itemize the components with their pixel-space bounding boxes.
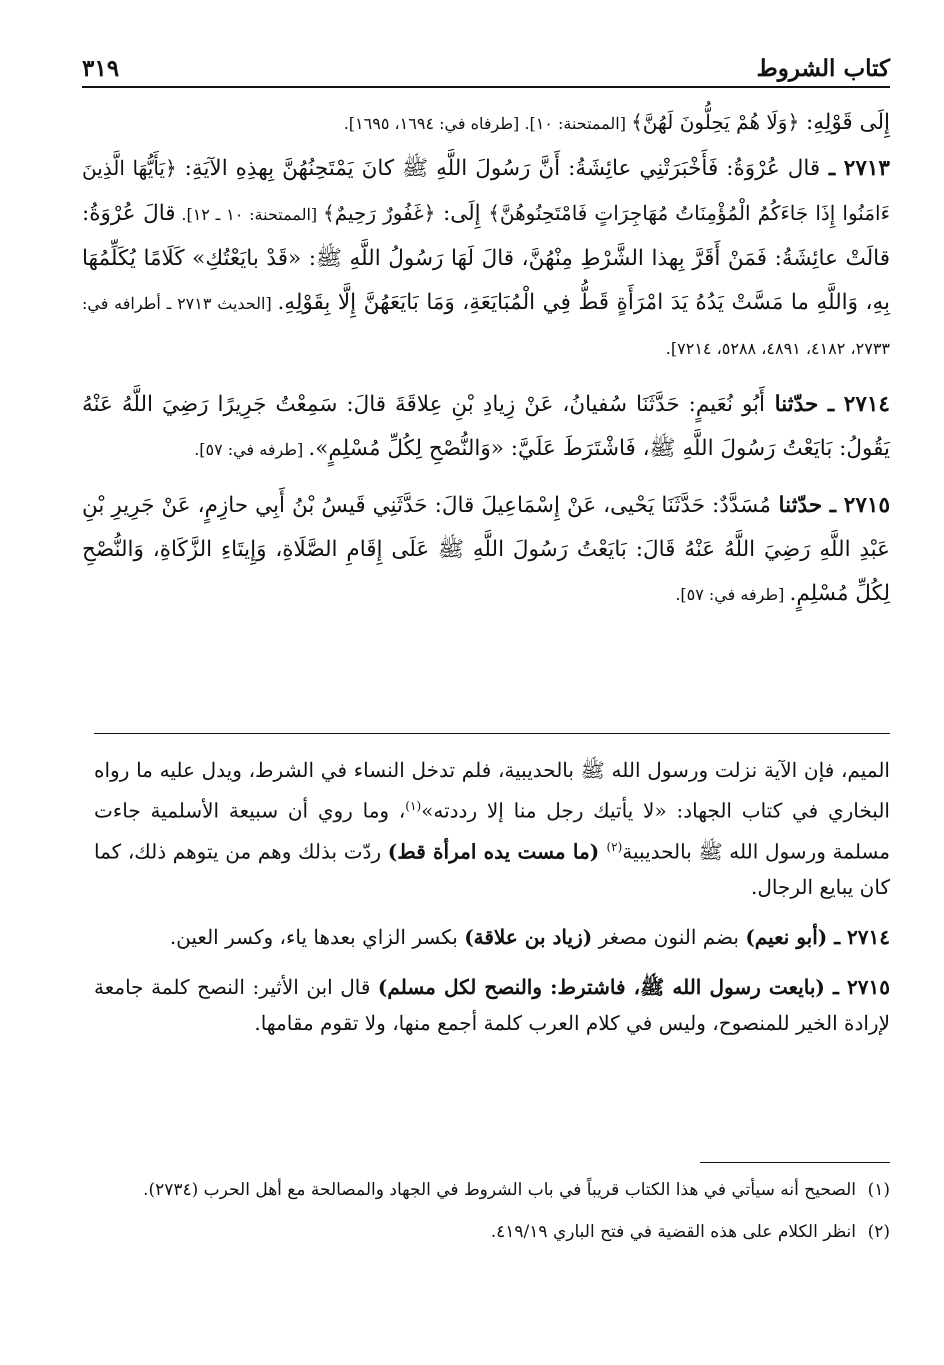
book-title: كتاب الشروط [756, 55, 890, 82]
commentary-number: ٢٧١٥ ـ [824, 975, 890, 1000]
commentary-paragraph [94, 752, 890, 905]
footnote-mark: (٢) [867, 1222, 890, 1242]
hadith-text [82, 100, 890, 617]
hadith-2715 [82, 484, 890, 617]
footnote-text: انظر الكلام على هذه القضية في فتح الباري ٤١٩/١٩. [490, 1222, 856, 1242]
commentary-number: ٢٧١٤ ـ [827, 925, 890, 950]
hadith-number: ٢٧١٥ ـ حدّثنا [770, 493, 890, 518]
hadith-reference: [طرفه في: ٥٧]. [194, 440, 309, 459]
quran-reference: [الممتحنة: ١٠ ـ ١٢]. [175, 205, 323, 224]
commentary-text: قال ابن الأثير: النصح كلمة جامعة لإرادة الخير للمنصوح، وليس في كلام العرب كلمة أجمع منها، ولا تقوم مقامها. [94, 975, 890, 1036]
hadith-number: ٢٧١٤ ـ حدّثنا [765, 392, 890, 417]
hadith-reference: [طرفه في: ٥٧]. [675, 585, 790, 604]
footnote-divider [700, 1162, 890, 1163]
commentary-lemma: (بايعت رسول الله ﷺ، فاشترط: والنصح لكل مسلم) [377, 975, 825, 1000]
intro-line [82, 100, 890, 146]
commentary-lemma: (زياد بن علاقة) [464, 925, 593, 950]
quran-quote: ﴿يَأَيُّهَا الَّذِينَ ءَامَنُوا إِذَا جَاءَكُمُ الْمُؤْمِنَاتُ مُهَاجِرَاتٍ فَامْتَحِنُوهُنَّ﴾ [82, 156, 891, 225]
footnote-text: الصحيح أنه سيأتي في هذا الكتاب قريباً في باب الشروط في الجهاد والمصالحة مع أهل الحرب (٢٧٣٤). [143, 1180, 856, 1200]
commentary [94, 752, 890, 1041]
footnote [94, 1218, 890, 1246]
commentary-paragraph [94, 919, 890, 955]
hadith-body: إِلَى: [435, 201, 489, 226]
commentary-text: بكسر الزاي بعدها ياء، وكسر العين. [169, 925, 465, 950]
quran-quote: ﴿غَفُورٌ رَحِيمٌ﴾ [322, 201, 436, 225]
quran-reference: [الممتحنة: ١٠]. [طرفاه في: ١٦٩٤، ١٦٩٥]. [343, 114, 632, 133]
hadith-2714 [82, 383, 890, 472]
commentary-paragraph [94, 969, 890, 1041]
commentary-text: ، وما روي أن سبيعة الأسلمية جاءت مسلمة ورسول الله ﷺ بالحديبية [94, 798, 890, 864]
hadith-body: قالَ عُرْوَةُ: قالَتْ عائِشَةُ: فَمَنْ أَقَرَّ بِهذا الشَّرْطِ مِنْهُنَّ، قالَ لَهَا رَسُولُ اللَّهِ ﷺ: «قَدْ بايَعْتُكِ» كَلَامًا يُكَلِّمُهَا بِهِ، وَاللَّهِ ما مَسَّتْ يَدُهُ يَدَ امْرَأَةٍ قَطُّ فِي الْمُبَايَعَةِ، وَمَا بَايَعَهُنَّ إِلَّا بِقَوْلِهِ. [82, 201, 891, 315]
commentary-lemma: (أبو نعيم) [745, 925, 828, 950]
intro-lead: إِلَى قَوْلِهِ: [799, 110, 890, 135]
hadith-number: ٢٧١٣ ـ [820, 156, 890, 181]
quran-quote: ﴿وَلَا هُمْ يَحِلُّونَ لَهُنَّ﴾ [631, 110, 800, 134]
footnotes [94, 1176, 890, 1246]
hadith-reference: [الحديث ٢٧١٣ ـ أطرافه في: ٢٧٣٣، ٤١٨٢، ٤٨٩١، ٥٢٨٨، ٧٢١٤]. [82, 294, 890, 358]
commentary-text: بضم النون مصغر [592, 925, 746, 950]
commentary-lemma: (ما مست يده امرأة قط) [387, 839, 607, 864]
hadith-body: أَبُو نُعَيمٍ: حَدَّثَنَا سُفيانُ، عَنْ زِيادِ بْنِ عِلاقَةَ قالَ: سَمِعْتُ جَرِيرًا رَضِيَ اللَّهُ عَنْهُ يَقُولُ: بَايَعْتُ رَسُولَ اللَّهِ ﷺ، فَاشْتَرَطَ عَلَيَّ: «وَالنُّصْحِ لِكُلِّ مُسْلِمٍ». [82, 392, 890, 461]
footnote [94, 1176, 890, 1204]
hadith-body: مُسَدَّدٌ: حَدَّثَنَا يَحْيى، عَنْ إِسْمَاعِيلَ قالَ: حَدَّثَنِي قَيسُ بْنُ أَبِي حازِمٍ، عَنْ جَرِيرِ بْنِ عَبْدِ اللَّهِ رَضِيَ اللَّهُ عَنْهُ قَالَ: بَايَعْتُ رَسُولَ اللَّهِ ﷺ عَلَى إِقَامِ الصَّلَاةِ، وَإِيتَاءِ الزَّكَاةِ، وَالنُّصْحِ لِكُلِّ مُسْلِمٍ. [82, 493, 890, 606]
page-number: ٣١٩ [82, 55, 120, 82]
hadith-body: قال عُرْوَةُ: فَأَخْبَرَتْنِي عائِشَةُ: أَنَّ رَسُولَ اللَّهِ ﷺ كانَ يَمْتَحِنُهُنَّ بِهذِهِ الآيَةِ: [176, 156, 821, 181]
footnote-ref[interactable]: (٢) [606, 839, 623, 854]
commentary-text: الميم، فإن الآية نزلت ورسول الله ﷺ بالحديبية، فلم تدخل النساء في الشرط، ويدل عليه ما رواه البخاري في كتاب الجهاد: «لا يأتيك رجل منا إلا رددته» [94, 758, 890, 823]
footnote-ref[interactable]: (١) [405, 799, 422, 813]
page-header [82, 42, 890, 88]
commentary-divider [94, 733, 890, 734]
commentary-text: ردّت بذلك وهم من يتوهم ذلك، كما كان يبايع الرجال. [94, 839, 890, 900]
hadith-2713 [82, 146, 890, 371]
footnote-mark: (١) [867, 1180, 890, 1200]
